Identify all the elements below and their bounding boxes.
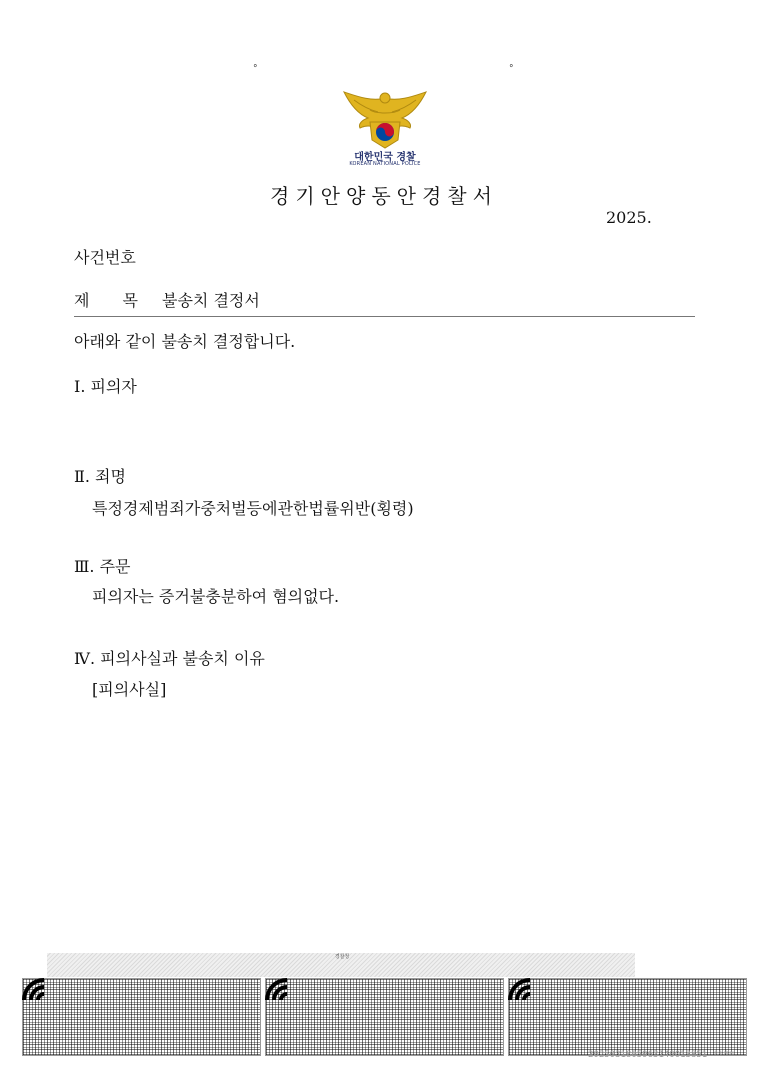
- section-body-order: 피의자는 증거불충분하여 혐의없다.: [92, 587, 340, 606]
- document-date: 2025.: [606, 208, 652, 227]
- document-serial-number: 2025031805963140013851 ****: [588, 1050, 735, 1060]
- section-heading-order: Ⅲ. 주문: [74, 557, 131, 576]
- document-barcode-1: [22, 978, 261, 1056]
- top-mark-right: °: [509, 64, 514, 74]
- section-heading-charge: Ⅱ. 죄명: [74, 467, 126, 486]
- header-divider: [74, 316, 695, 317]
- section-heading-suspect: Ⅰ. 피의자: [74, 377, 137, 396]
- document-barcode-2: [265, 978, 504, 1056]
- subject-value: 불송치 결정서: [162, 291, 260, 310]
- agency-title: 경기안양동안경찰서: [270, 184, 498, 208]
- section-body-facts-label: [피의사실]: [92, 680, 167, 699]
- case-number-label: 사건번호: [74, 248, 136, 267]
- top-mark-left: °: [253, 64, 258, 74]
- section-heading-facts-reasons: Ⅳ. 피의사실과 불송치 이유: [74, 649, 265, 668]
- barcode-corner-icon: [265, 978, 287, 1000]
- intro-text: 아래와 같이 불송치 결정합니다.: [74, 332, 296, 351]
- emblem-caption-korean: 대한민국 경찰: [354, 152, 416, 163]
- barcode-corner-icon: [22, 978, 44, 1000]
- barcode-corner-icon: [508, 978, 530, 1000]
- subject-label: 제 목: [74, 291, 138, 310]
- section-body-charge: 특정경제범죄가중처벌등에관한법률위반(횡령): [92, 499, 414, 518]
- document-barcode-3: [508, 978, 747, 1056]
- emblem-caption-english: KOREAN NATIONAL POLICE: [349, 161, 421, 167]
- strip-emblem-label: 경찰청: [334, 954, 350, 960]
